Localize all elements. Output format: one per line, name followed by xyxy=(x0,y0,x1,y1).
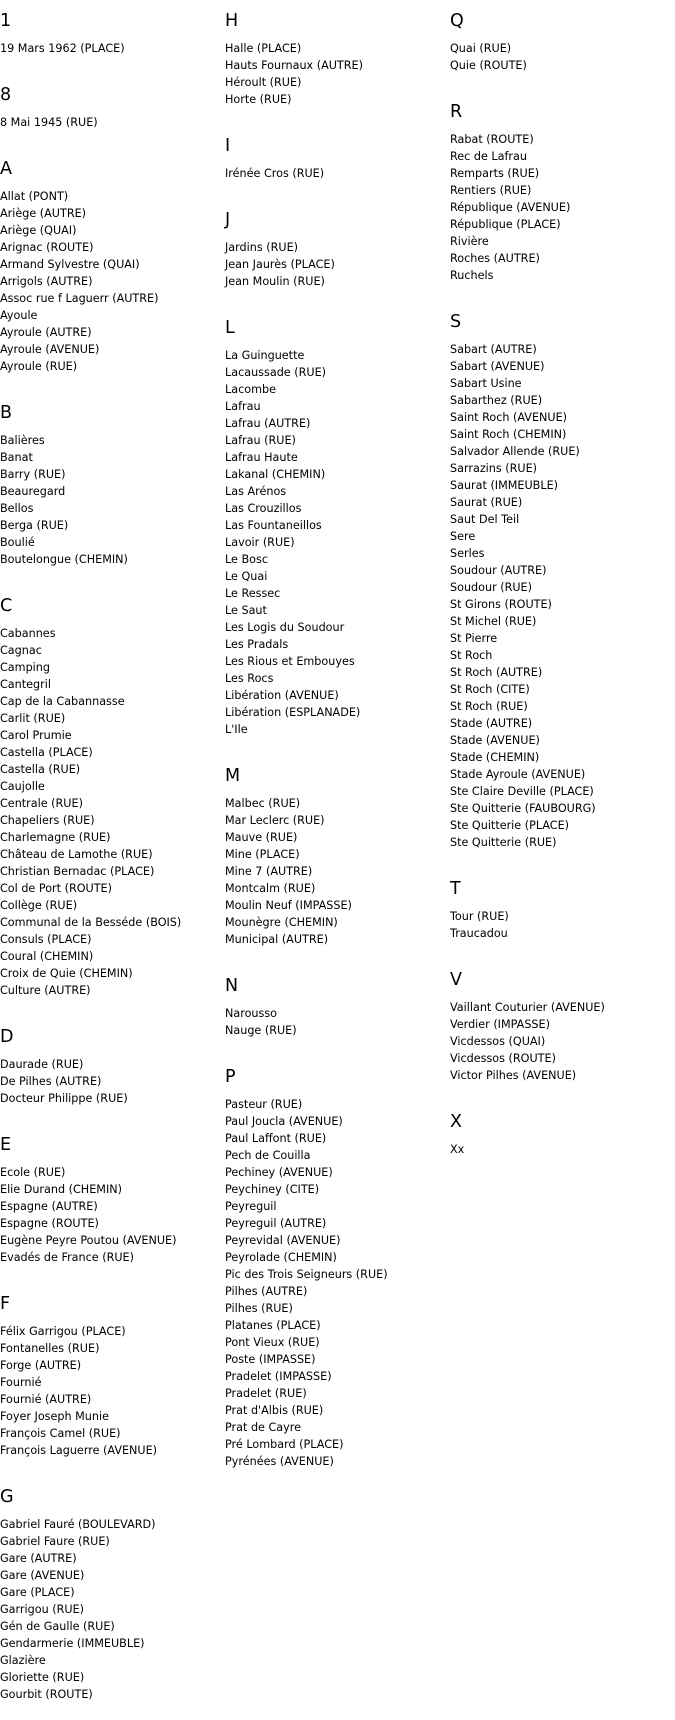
section-spacer xyxy=(450,1158,670,1175)
street-link[interactable]: Sabarthez (RUE) xyxy=(450,394,543,407)
street-link[interactable]: République (AVENUE) xyxy=(450,201,571,214)
street-link[interactable]: Assoc rue f Laguerr (AUTRE) xyxy=(0,292,159,305)
street-link[interactable]: Ste Quitterie (PLACE) xyxy=(450,819,570,832)
letter-section xyxy=(450,301,670,868)
letter-section xyxy=(225,0,440,125)
street-link[interactable]: Balières xyxy=(0,434,45,447)
street-link[interactable]: Vicdessos (ROUTE) xyxy=(450,1052,556,1065)
street-link[interactable]: Col de Port (ROUTE) xyxy=(0,882,112,895)
street-link[interactable]: Peyrolade (CHEMIN) xyxy=(225,1251,337,1264)
section-spacer xyxy=(225,290,440,307)
street-link[interactable]: Banat xyxy=(0,451,33,464)
street-link[interactable]: Vaillant Couturier (AVENUE) xyxy=(450,1001,605,1014)
street-link[interactable]: Chapeliers (RUE) xyxy=(0,814,95,827)
street-link[interactable]: Rec de Lafrau xyxy=(450,150,527,163)
section-letter-heading: C xyxy=(0,596,13,616)
street-link[interactable]: L'Ile xyxy=(225,723,248,736)
section-letter-heading: R xyxy=(450,102,463,122)
street-link[interactable]: Cagnac xyxy=(0,644,42,657)
section-letter-heading: E xyxy=(0,1135,12,1155)
street-link[interactable]: Saurat (IMMEUBLE) xyxy=(450,479,559,492)
street-link[interactable]: Foyer Joseph Munie xyxy=(0,1410,109,1423)
street-link[interactable]: Gabriel Fauré (BOULEVARD) xyxy=(0,1518,156,1531)
section-letter-heading: H xyxy=(225,11,239,31)
street-link[interactable]: Rabat (ROUTE) xyxy=(450,133,534,146)
section-letter-heading: B xyxy=(0,403,13,423)
street-link[interactable]: Pradelet (RUE) xyxy=(225,1387,307,1400)
street-link[interactable]: Moulin Neuf (IMPASSE) xyxy=(225,899,352,912)
street-link[interactable]: Le Ressec xyxy=(225,587,281,600)
street-link[interactable]: Cantegril xyxy=(0,678,51,691)
street-link[interactable]: Berga (RUE) xyxy=(0,519,69,532)
street-link[interactable]: Hauts Fournaux (AUTRE) xyxy=(225,59,363,72)
street-link[interactable]: Halle (PLACE) xyxy=(225,42,302,55)
street-link[interactable]: Glazière xyxy=(0,1654,46,1667)
street-link[interactable]: Les Rocs xyxy=(225,672,274,685)
street-link[interactable]: Les Pradals xyxy=(225,638,289,651)
street-link[interactable]: 8 Mai 1945 (RUE) xyxy=(0,116,98,129)
street-list xyxy=(225,1005,440,1039)
street-link[interactable]: Ayroule (AUTRE) xyxy=(0,326,92,339)
street-link[interactable]: Paul Laffont (RUE) xyxy=(225,1132,327,1145)
letter-section xyxy=(225,755,440,965)
street-link[interactable]: Carlit (RUE) xyxy=(0,712,66,725)
street-link[interactable]: Peyrevidal (AVENUE) xyxy=(225,1234,341,1247)
street-link[interactable]: St Roch (CITE) xyxy=(450,683,530,696)
section-letter-heading: J xyxy=(225,210,231,230)
letter-section xyxy=(0,1283,215,1476)
street-link[interactable]: Sabart Usine xyxy=(450,377,522,390)
section-letter-heading: L xyxy=(225,318,235,338)
letter-section xyxy=(225,307,440,755)
street-link[interactable]: Espagne (ROUTE) xyxy=(0,1217,99,1230)
street-link[interactable]: Castella (PLACE) xyxy=(0,746,93,759)
letter-section xyxy=(225,965,440,1056)
section-spacer xyxy=(0,1107,215,1124)
letter-section xyxy=(225,125,440,199)
street-link[interactable]: Pré Lombard (PLACE) xyxy=(225,1438,344,1451)
street-list xyxy=(450,131,670,284)
street-link[interactable]: Mauve (RUE) xyxy=(225,831,298,844)
section-spacer xyxy=(225,108,440,125)
street-link[interactable]: Charlemagne (RUE) xyxy=(0,831,111,844)
street-link[interactable]: Stade (CHEMIN) xyxy=(450,751,540,764)
street-link[interactable]: Arignac (ROUTE) xyxy=(0,241,94,254)
letter-section xyxy=(450,1101,670,1175)
street-link[interactable]: Malbec (RUE) xyxy=(225,797,301,810)
street-list xyxy=(0,188,215,375)
street-link[interactable]: La Guinguette xyxy=(225,349,305,362)
street-link[interactable]: Ecole (RUE) xyxy=(0,1166,66,1179)
street-link[interactable]: Ste Quitterie (RUE) xyxy=(450,836,557,849)
section-letter-heading: G xyxy=(0,1487,14,1507)
street-list xyxy=(450,999,670,1084)
street-link[interactable]: Centrale (RUE) xyxy=(0,797,83,810)
street-link[interactable]: Forge (AUTRE) xyxy=(0,1359,82,1372)
section-spacer xyxy=(225,948,440,965)
section-letter-heading: Q xyxy=(450,11,464,31)
section-letter-heading: 8 xyxy=(0,85,12,105)
street-index-column-3 xyxy=(450,0,670,1175)
street-link[interactable]: Collège (RUE) xyxy=(0,899,78,912)
section-spacer xyxy=(0,57,215,74)
street-link[interactable]: Eugène Peyre Poutou (AVENUE) xyxy=(0,1234,177,1247)
section-letter-heading: X xyxy=(450,1112,462,1132)
letter-section xyxy=(0,1016,215,1124)
section-spacer xyxy=(0,1703,215,1720)
street-link[interactable]: Sarrazins (RUE) xyxy=(450,462,538,475)
street-link[interactable]: St Michel (RUE) xyxy=(450,615,537,628)
street-link[interactable]: St Roch xyxy=(450,649,493,662)
letter-section xyxy=(225,1056,440,1487)
section-spacer xyxy=(450,942,670,959)
street-link[interactable]: Consuls (PLACE) xyxy=(0,933,92,946)
street-link[interactable]: Las Fountaneillos xyxy=(225,519,322,532)
letter-section xyxy=(0,0,215,74)
street-link[interactable]: Poste (IMPASSE) xyxy=(225,1353,316,1366)
street-link[interactable]: Arrigols (AUTRE) xyxy=(0,275,93,288)
letter-section xyxy=(450,0,670,91)
street-list xyxy=(0,114,215,131)
section-letter-heading: 1 xyxy=(0,11,12,31)
section-spacer xyxy=(0,131,215,148)
street-link[interactable]: Paul Joucla (AVENUE) xyxy=(225,1115,343,1128)
street-link[interactable]: Prat de Cayre xyxy=(225,1421,302,1434)
street-link[interactable]: Municipal (AUTRE) xyxy=(225,933,329,946)
street-link[interactable]: Ste Claire Deville (PLACE) xyxy=(450,785,594,798)
street-link[interactable]: Lavoir (RUE) xyxy=(225,536,295,549)
street-link[interactable]: Gare (AVENUE) xyxy=(0,1569,85,1582)
street-list xyxy=(0,1164,215,1266)
street-link[interactable]: Héroult (RUE) xyxy=(225,76,302,89)
street-link[interactable]: Victor Pilhes (AVENUE) xyxy=(450,1069,577,1082)
street-link[interactable]: Lafrau (AUTRE) xyxy=(225,417,311,430)
street-link[interactable]: Garrigou (RUE) xyxy=(0,1603,84,1616)
street-link[interactable]: Cap de la Cabannasse xyxy=(0,695,125,708)
street-link[interactable]: Boulié xyxy=(0,536,35,549)
section-letter-heading: M xyxy=(225,766,241,786)
street-link[interactable]: Jean Jaurès (PLACE) xyxy=(225,258,335,271)
section-letter-heading: D xyxy=(0,1027,14,1047)
street-list xyxy=(0,625,215,999)
street-link[interactable]: Ruchels xyxy=(450,269,494,282)
street-link[interactable]: Peyreguil xyxy=(225,1200,277,1213)
letter-section xyxy=(0,148,215,392)
street-link[interactable]: St Roch (AUTRE) xyxy=(450,666,543,679)
street-list xyxy=(0,40,215,57)
section-spacer xyxy=(450,851,670,868)
street-link[interactable]: Pradelet (IMPASSE) xyxy=(225,1370,332,1383)
section-letter-heading: P xyxy=(225,1067,236,1087)
street-link[interactable]: Beauregard xyxy=(0,485,66,498)
street-link[interactable]: Jardins (RUE) xyxy=(225,241,299,254)
street-list xyxy=(225,165,440,182)
street-link[interactable]: Les Logis du Soudour xyxy=(225,621,345,634)
letter-section xyxy=(0,74,215,148)
street-link[interactable]: Cabannes xyxy=(0,627,56,640)
street-link[interactable]: Daurade (RUE) xyxy=(0,1058,84,1071)
street-link[interactable]: Culture (AUTRE) xyxy=(0,984,91,997)
street-list xyxy=(225,1096,440,1470)
street-link[interactable]: Rentiers (RUE) xyxy=(450,184,532,197)
street-link[interactable]: Château de Lamothe (RUE) xyxy=(0,848,153,861)
letter-section xyxy=(0,392,215,585)
street-link[interactable]: Elie Durand (CHEMIN) xyxy=(0,1183,122,1196)
street-link[interactable]: Ariège (AUTRE) xyxy=(0,207,87,220)
street-link[interactable]: Camping xyxy=(0,661,50,674)
section-spacer xyxy=(0,568,215,585)
street-link[interactable]: Montcalm (RUE) xyxy=(225,882,316,895)
street-link[interactable]: Soudour (AUTRE) xyxy=(450,564,547,577)
street-list xyxy=(0,1516,215,1703)
letter-section xyxy=(0,1124,215,1283)
street-link[interactable]: Sabart (AUTRE) xyxy=(450,343,537,356)
street-link[interactable]: Coural (CHEMIN) xyxy=(0,950,94,963)
street-link[interactable]: Vicdessos (QUAI) xyxy=(450,1035,546,1048)
street-link[interactable]: Gourbit (ROUTE) xyxy=(0,1688,93,1701)
street-link[interactable]: Le Saut xyxy=(225,604,267,617)
section-spacer xyxy=(450,1084,670,1101)
street-link[interactable]: Pechiney (AVENUE) xyxy=(225,1166,333,1179)
street-link[interactable]: Saint Roch (AVENUE) xyxy=(450,411,568,424)
street-link[interactable]: Libération (AVENUE) xyxy=(225,689,339,702)
street-link[interactable]: Mine 7 (AUTRE) xyxy=(225,865,313,878)
street-link[interactable]: Soudour (RUE) xyxy=(450,581,532,594)
street-link[interactable]: Ayroule (RUE) xyxy=(0,360,78,373)
street-list xyxy=(225,40,440,108)
street-link[interactable]: Irénée Cros (RUE) xyxy=(225,167,325,180)
street-link[interactable]: Christian Bernadac (PLACE) xyxy=(0,865,155,878)
street-link[interactable]: Stade (AUTRE) xyxy=(450,717,533,730)
street-list xyxy=(225,347,440,738)
street-list xyxy=(450,1141,670,1158)
street-link[interactable]: Xx xyxy=(450,1143,465,1156)
section-spacer xyxy=(0,1459,215,1476)
street-link[interactable]: Croix de Quie (CHEMIN) xyxy=(0,967,133,980)
street-link[interactable]: De Pilhes (AUTRE) xyxy=(0,1075,102,1088)
street-link[interactable]: Les Rious et Embouyes xyxy=(225,655,355,668)
street-link[interactable]: Quie (ROUTE) xyxy=(450,59,527,72)
street-link[interactable]: Armand Sylvestre (QUAI) xyxy=(0,258,140,271)
letter-section xyxy=(225,199,440,307)
street-list xyxy=(450,341,670,851)
street-link[interactable]: République (PLACE) xyxy=(450,218,561,231)
street-link[interactable]: Caujolle xyxy=(0,780,45,793)
section-letter-heading: A xyxy=(0,159,12,179)
street-link[interactable]: Communal de la Besséde (BOIS) xyxy=(0,916,182,929)
section-spacer xyxy=(450,74,670,91)
street-link[interactable]: St Pierre xyxy=(450,632,498,645)
section-letter-heading: V xyxy=(450,970,462,990)
street-link[interactable]: Traucadou xyxy=(450,927,508,940)
street-link[interactable]: Nauge (RUE) xyxy=(225,1024,297,1037)
street-link[interactable]: Platanes (PLACE) xyxy=(225,1319,321,1332)
street-link[interactable]: Allat (PONT) xyxy=(0,190,69,203)
street-link[interactable]: Sere xyxy=(450,530,476,543)
street-index-column-2 xyxy=(225,0,440,1487)
section-spacer xyxy=(0,999,215,1016)
street-link[interactable]: Peyreguil (AUTRE) xyxy=(225,1217,327,1230)
street-link[interactable]: Jean Moulin (RUE) xyxy=(225,275,325,288)
street-link[interactable]: Lafrau xyxy=(225,400,261,413)
street-link[interactable]: Ste Quitterie (FAUBOURG) xyxy=(450,802,596,815)
street-link[interactable]: François Laguerre (AVENUE) xyxy=(0,1444,158,1457)
street-link[interactable]: Ariège (QUAI) xyxy=(0,224,77,237)
street-link[interactable]: Pyrénées (AVENUE) xyxy=(225,1455,334,1468)
street-link[interactable]: Carol Prumie xyxy=(0,729,72,742)
street-link[interactable]: Lacombe xyxy=(225,383,276,396)
letter-section xyxy=(450,959,670,1101)
letter-section xyxy=(450,868,670,959)
street-link[interactable]: Gare (PLACE) xyxy=(0,1586,75,1599)
section-spacer xyxy=(0,1266,215,1283)
street-link[interactable]: Mounègre (CHEMIN) xyxy=(225,916,338,929)
street-link[interactable]: Pic des Trois Seigneurs (RUE) xyxy=(225,1268,388,1281)
street-link[interactable]: St Roch (RUE) xyxy=(450,700,528,713)
street-link[interactable]: Castella (RUE) xyxy=(0,763,81,776)
street-link[interactable]: Ayroule (AVENUE) xyxy=(0,343,100,356)
street-link[interactable]: Tour (RUE) xyxy=(450,910,509,923)
street-link[interactable]: Verdier (IMPASSE) xyxy=(450,1018,550,1031)
street-list xyxy=(225,795,440,948)
street-link[interactable]: Gendarmerie (IMMEUBLE) xyxy=(0,1637,145,1650)
street-index-column-1 xyxy=(0,0,215,1720)
letter-section xyxy=(0,585,215,1016)
street-link[interactable]: Evadés de France (RUE) xyxy=(0,1251,134,1264)
street-link[interactable]: Gén de Gaulle (RUE) xyxy=(0,1620,115,1633)
street-link[interactable]: Saint Roch (CHEMIN) xyxy=(450,428,567,441)
street-link[interactable]: Lacaussade (RUE) xyxy=(225,366,326,379)
section-spacer xyxy=(0,375,215,392)
street-list xyxy=(225,239,440,290)
street-list xyxy=(0,432,215,568)
section-letter-heading: S xyxy=(450,312,462,332)
street-link[interactable]: St Girons (ROUTE) xyxy=(450,598,552,611)
street-link[interactable]: Peychiney (CITE) xyxy=(225,1183,320,1196)
street-link[interactable]: Le Quai xyxy=(225,570,268,583)
street-link[interactable]: Sabart (AVENUE) xyxy=(450,360,545,373)
street-link[interactable]: Las Arénos xyxy=(225,485,287,498)
street-list xyxy=(450,908,670,942)
letter-section xyxy=(0,1476,215,1720)
street-link[interactable]: 19 Mars 1962 (PLACE) xyxy=(0,42,125,55)
street-link[interactable]: Mar Leclerc (RUE) xyxy=(225,814,325,827)
street-link[interactable]: Barry (RUE) xyxy=(0,468,66,481)
section-spacer xyxy=(225,182,440,199)
street-link[interactable]: Narousso xyxy=(225,1007,278,1020)
street-link[interactable]: Pont Vieux (RUE) xyxy=(225,1336,320,1349)
street-link[interactable]: Stade Ayroule (AVENUE) xyxy=(450,768,586,781)
street-link[interactable]: Fontanelles (RUE) xyxy=(0,1342,100,1355)
street-link[interactable]: Pasteur (RUE) xyxy=(225,1098,303,1111)
street-link[interactable]: Fournié (AUTRE) xyxy=(0,1393,92,1406)
street-link[interactable]: Le Bosc xyxy=(225,553,268,566)
street-link[interactable]: Félix Garrigou (PLACE) xyxy=(0,1325,126,1338)
street-list xyxy=(0,1056,215,1107)
section-spacer xyxy=(225,738,440,755)
street-link[interactable]: Ayoule xyxy=(0,309,38,322)
street-link[interactable]: Quai (RUE) xyxy=(450,42,512,55)
street-link[interactable]: Mine (PLACE) xyxy=(225,848,300,861)
street-link[interactable]: Saurat (RUE) xyxy=(450,496,523,509)
section-spacer xyxy=(450,284,670,301)
street-link[interactable]: Libération (ESPLANADE) xyxy=(225,706,361,719)
street-link[interactable]: François Camel (RUE) xyxy=(0,1427,121,1440)
street-link[interactable]: Saut Del Teil xyxy=(450,513,520,526)
street-link[interactable]: Gare (AUTRE) xyxy=(0,1552,77,1565)
street-link[interactable]: Serles xyxy=(450,547,485,560)
street-link[interactable]: Espagne (AUTRE) xyxy=(0,1200,98,1213)
street-link[interactable]: Rivière xyxy=(450,235,489,248)
street-list xyxy=(0,1323,215,1459)
street-link[interactable]: Pech de Couilla xyxy=(225,1149,311,1162)
street-link[interactable]: Stade (AVENUE) xyxy=(450,734,540,747)
section-letter-heading: T xyxy=(450,879,461,899)
section-letter-heading: F xyxy=(0,1294,11,1314)
street-link[interactable]: Las Crouzillos xyxy=(225,502,302,515)
street-link[interactable]: Gabriel Faure (RUE) xyxy=(0,1535,110,1548)
section-letter-heading: N xyxy=(225,976,239,996)
section-spacer xyxy=(225,1470,440,1487)
street-list xyxy=(450,40,670,74)
street-link[interactable]: Gloriette (RUE) xyxy=(0,1671,85,1684)
street-link[interactable]: Pilhes (RUE) xyxy=(225,1302,293,1315)
street-link[interactable]: Remparts (RUE) xyxy=(450,167,540,180)
street-link[interactable]: Salvador Allende (RUE) xyxy=(450,445,580,458)
street-link[interactable]: Pilhes (AUTRE) xyxy=(225,1285,308,1298)
section-spacer xyxy=(225,1039,440,1056)
street-link[interactable]: Roches (AUTRE) xyxy=(450,252,540,265)
street-link[interactable]: Boutelongue (CHEMIN) xyxy=(0,553,128,566)
letter-section xyxy=(450,91,670,301)
street-link[interactable]: Bellos xyxy=(0,502,34,515)
street-link[interactable]: Horte (RUE) xyxy=(225,93,292,106)
street-link[interactable]: Fournié xyxy=(0,1376,42,1389)
section-letter-heading: I xyxy=(225,136,231,156)
street-link[interactable]: Lakanal (CHEMIN) xyxy=(225,468,326,481)
street-link[interactable]: Docteur Philippe (RUE) xyxy=(0,1092,128,1105)
street-link[interactable]: Lafrau Haute xyxy=(225,451,298,464)
street-link[interactable]: Lafrau (RUE) xyxy=(225,434,296,447)
street-link[interactable]: Prat d'Albis (RUE) xyxy=(225,1404,324,1417)
